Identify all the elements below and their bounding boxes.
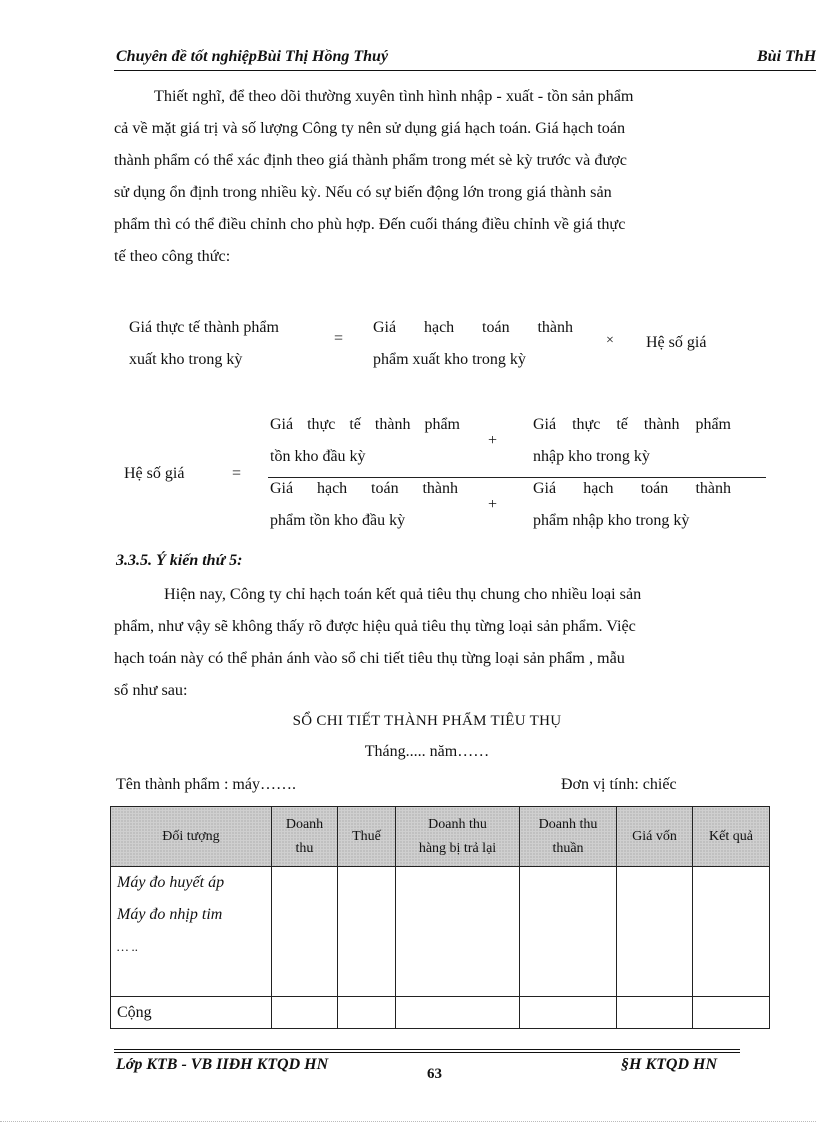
cell-doanh-thu-thuan bbox=[520, 867, 617, 997]
formula2-num-a-line1: Giá thực tế thành phẩm bbox=[270, 416, 460, 433]
formula2-den-b-line1: Giá hạch toán thành bbox=[533, 480, 731, 497]
intro-line-2: cả về mặt giá trị và số lượng Công ty nên sử dụng giá hạch toán. Giá hạch toán bbox=[114, 119, 626, 137]
intro-line-3: thành phẩm có thể xác định theo giá thành phẩm trong mét sè kỳ trước và được bbox=[114, 151, 627, 169]
formula1-times: × bbox=[606, 333, 614, 348]
intro-line-5: phẩm thì có thể điều chỉnh cho phù hợp. Đến cuối tháng điều chỉnh về giá thực bbox=[114, 215, 626, 233]
formula1-term1-line2: phẩm xuất kho trong kỳ bbox=[373, 351, 526, 368]
formula2-num-plus: + bbox=[488, 432, 498, 449]
ledger-period: Tháng..... năm…… bbox=[364, 743, 490, 760]
intro-line-1: Thiết nghĩ, để theo dõi thường xuyên tình hình nhập - xuất - tồn sản phẩm bbox=[154, 87, 634, 105]
intro-paragraph bbox=[114, 80, 740, 272]
col-header-hang-tra-lai bbox=[396, 807, 520, 867]
section-line-1: Hiện nay, Công ty chỉ hạch toán kết quả tiêu thụ chung cho nhiều loại sản bbox=[164, 585, 642, 603]
col-header-hang-tra-lai-line1: Doanh thu bbox=[428, 816, 487, 832]
section-line-3: hạch toán này có thể phản ánh vào sổ chi tiết tiêu thụ từng loại sản phẩm , mẫu bbox=[114, 649, 625, 667]
formula1-equals: = bbox=[334, 330, 344, 347]
col-header-gia-von bbox=[617, 807, 693, 867]
total-gia-von bbox=[617, 997, 693, 1029]
table-row bbox=[111, 867, 770, 997]
footer-rule-top bbox=[114, 1049, 740, 1050]
formula2-lhs: Hệ số giá bbox=[124, 465, 185, 482]
formula2-num-a-line2: tồn kho đầu kỳ bbox=[270, 448, 366, 465]
page-number: 63 bbox=[427, 1066, 442, 1082]
total-ket-qua bbox=[693, 997, 770, 1029]
footer-university: §H KTQD HN bbox=[621, 1056, 717, 1073]
col-header-thue-label: Thuế bbox=[352, 828, 381, 844]
col-header-ket-qua-label: Kết quả bbox=[709, 828, 753, 844]
col-header-doanh-thu-thuan bbox=[520, 807, 617, 867]
formula2-num-a bbox=[270, 409, 460, 473]
formula1-term2: Hệ số giá bbox=[646, 334, 707, 351]
footer-class: Lớp KTB - VB IIĐH KTQD HN bbox=[116, 1056, 329, 1073]
ledger-table bbox=[110, 806, 770, 1029]
formula2-den-b-line2: phẩm nhập kho trong kỳ bbox=[533, 512, 690, 529]
formula2-num-b-line1: Giá thực tế thành phẩm bbox=[533, 416, 731, 433]
intro-line-4: sử dụng ổn định trong nhiều kỳ. Nếu có sự biến động lớn trong giá thành sản bbox=[114, 183, 612, 201]
list-item: … .. bbox=[117, 939, 139, 954]
formula1-lhs-line1: Giá thực tế thành phẩm bbox=[129, 319, 279, 336]
col-header-doi-tuong bbox=[111, 807, 272, 867]
list-item: Máy đo huyết áp bbox=[117, 874, 225, 891]
col-header-thue bbox=[338, 807, 396, 867]
col-header-gia-von-label: Giá vốn bbox=[632, 828, 677, 844]
table-row-total bbox=[111, 997, 770, 1029]
formula2-den-plus: + bbox=[488, 496, 498, 513]
formula1-lhs bbox=[129, 312, 329, 376]
cell-thue bbox=[338, 867, 396, 997]
section-heading: 3.3.5. Ý kiến thứ 5: bbox=[116, 552, 243, 569]
col-header-doanh-thu bbox=[272, 807, 338, 867]
footer-rule-bottom bbox=[114, 1052, 740, 1053]
formula2-den-a bbox=[270, 473, 458, 537]
section-paragraph bbox=[114, 578, 740, 706]
section-line-2: phẩm, như vậy sẽ không thấy rõ được hiệu quả tiêu thụ từng loại sản phẩm. Việc bbox=[114, 617, 636, 635]
intro-line-6: tế theo công thức: bbox=[114, 247, 231, 265]
formula2-num-b bbox=[533, 409, 731, 473]
cell-ket-qua bbox=[693, 867, 770, 997]
total-doanh-thu bbox=[272, 997, 338, 1029]
col-header-doanh-thu-thuan-line2: thuần bbox=[552, 840, 584, 856]
cell-hang-tra-lai bbox=[396, 867, 520, 997]
ledger-product-label: Tên thành phẩm : máy……. bbox=[116, 776, 296, 793]
header-title: Chuyên đề tốt nghiệpBùi Thị Hồng Thuý bbox=[116, 48, 389, 65]
ledger-unit-label: Đơn vị tính: chiếc bbox=[561, 776, 677, 793]
total-doanh-thu-thuan bbox=[520, 997, 617, 1029]
col-header-doi-tuong-label: Đối tượng bbox=[162, 828, 220, 844]
header-author-right: Bùi ThH bbox=[757, 48, 816, 65]
col-header-ket-qua bbox=[693, 807, 770, 867]
total-hang-tra-lai bbox=[396, 997, 520, 1029]
header-rule bbox=[114, 70, 816, 71]
page-bottom-edge bbox=[0, 1121, 816, 1122]
total-thue bbox=[338, 997, 396, 1029]
formula1-term1 bbox=[373, 312, 573, 376]
formula2-num-b-line2: nhập kho trong kỳ bbox=[533, 448, 650, 465]
col-header-doanh-thu-thuan-line1: Doanh thu bbox=[538, 816, 598, 832]
section-line-4: sổ như sau: bbox=[114, 681, 188, 699]
formula1-term1-line1: Giá hạch toán thành bbox=[373, 319, 573, 336]
formula2-equals: = bbox=[232, 465, 242, 482]
formula1-lhs-line2: xuất kho trong kỳ bbox=[129, 351, 243, 368]
cell-gia-von bbox=[617, 867, 693, 997]
col-header-hang-tra-lai-line2: hàng bị trả lại bbox=[418, 840, 497, 856]
ledger-title: SỔ CHI TIẾT THÀNH PHẨM TIÊU THỤ bbox=[292, 713, 562, 729]
formula2-den-a-line2: phẩm tồn kho đầu kỳ bbox=[270, 512, 406, 529]
formula2-den-b bbox=[533, 473, 731, 537]
list-item: Máy đo nhịp tim bbox=[117, 906, 223, 923]
item-list-cell bbox=[111, 867, 272, 997]
cell-doanh-thu bbox=[272, 867, 338, 997]
formula2-den-a-line1: Giá hạch toán thành bbox=[270, 480, 458, 497]
col-header-doanh-thu-line1: Doanh bbox=[285, 816, 324, 832]
total-label: Cộng bbox=[111, 997, 272, 1029]
col-header-doanh-thu-line2: thu bbox=[295, 840, 314, 856]
ledger-header-row bbox=[111, 807, 770, 867]
